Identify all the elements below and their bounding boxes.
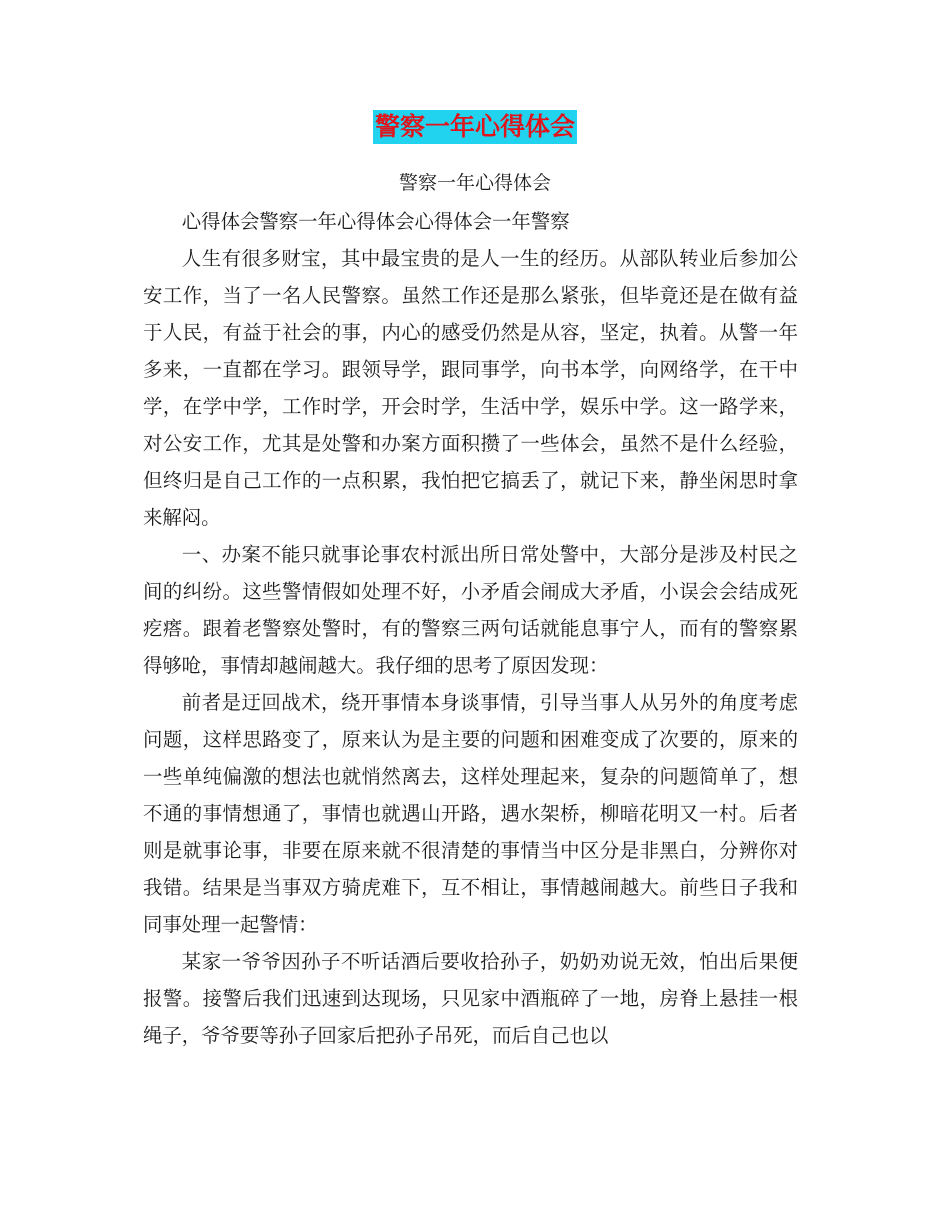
paragraph: 前者是迂回战术，绕开事情本身谈事情，引导当事人从另外的角度考虑问题，这样思路变了，原来认为是主要的问题和困难变成了次要的，原来的一些单纯偏激的想法也就悄然离去，这样处理起来，复杂的问题简单了，想不通的事情想通了，事情也就遇山开路，遇水架桥，柳暗花明又一村。后者则是就事论事，非要在原来就不很清楚的事情当中区分是非黑白，分辨你对我错。结果是当事双方骑虎难下，互不相让，事情越闹越大。前些日子我和同事处理一起警情： — [143, 691, 798, 936]
paragraph: 人生有很多财宝，其中最宝贵的是人一生的经历。从部队转业后参加公安工作，当了一名人民警察。虽然工作还是那么紧张，但毕竟还是在做有益于人民，有益于社会的事，内心的感受仍然是从容，坚定，执着。从警一年多来，一直都在学习。跟领导学，跟同事学，向书本学，向网络学，在干中学，在学中学，工作时学，开会时学，生活中学，娱乐中学。这一路学来，对公安工作，尤其是处警和办案方面积攒了一些体会，虽然不是什么经验，但终归是自己工作的一点积累，我怕把它搞丢了，就记下来，静坐闲思时拿来解闷。 — [143, 247, 798, 529]
document-body — [143, 203, 798, 1054]
paragraph: 一、办案不能只就事论事农村派出所日常处警中，大部分是涉及村民之间的纠纷。这些警情假如处理不好，小矛盾会闹成大矛盾，小误会会结成死疙瘩。跟着老警察处警时，有的警察三两句话就能息事宁人，而有的警察累得够呛，事情却越闹越大。我仔细的思考了原因发现： — [143, 543, 798, 677]
document-title: 警察一年心得体会 — [373, 110, 577, 144]
document-subtitle: 警察一年心得体会 — [398, 172, 551, 194]
paragraph: 心得体会警察一年心得体会心得体会一年警察 — [181, 210, 570, 233]
title-wrap — [0, 110, 950, 144]
paragraph: 某家一爷爷因孙子不听话酒后要收拾孙子，奶奶劝说无效，怕出后果便报警。接警后我们迅速到达现场，只见家中酒瓶碎了一地，房脊上悬挂一根绳子，爷爷要等孙子回家后把孙子吊死，而后自己也以 — [143, 950, 798, 1047]
